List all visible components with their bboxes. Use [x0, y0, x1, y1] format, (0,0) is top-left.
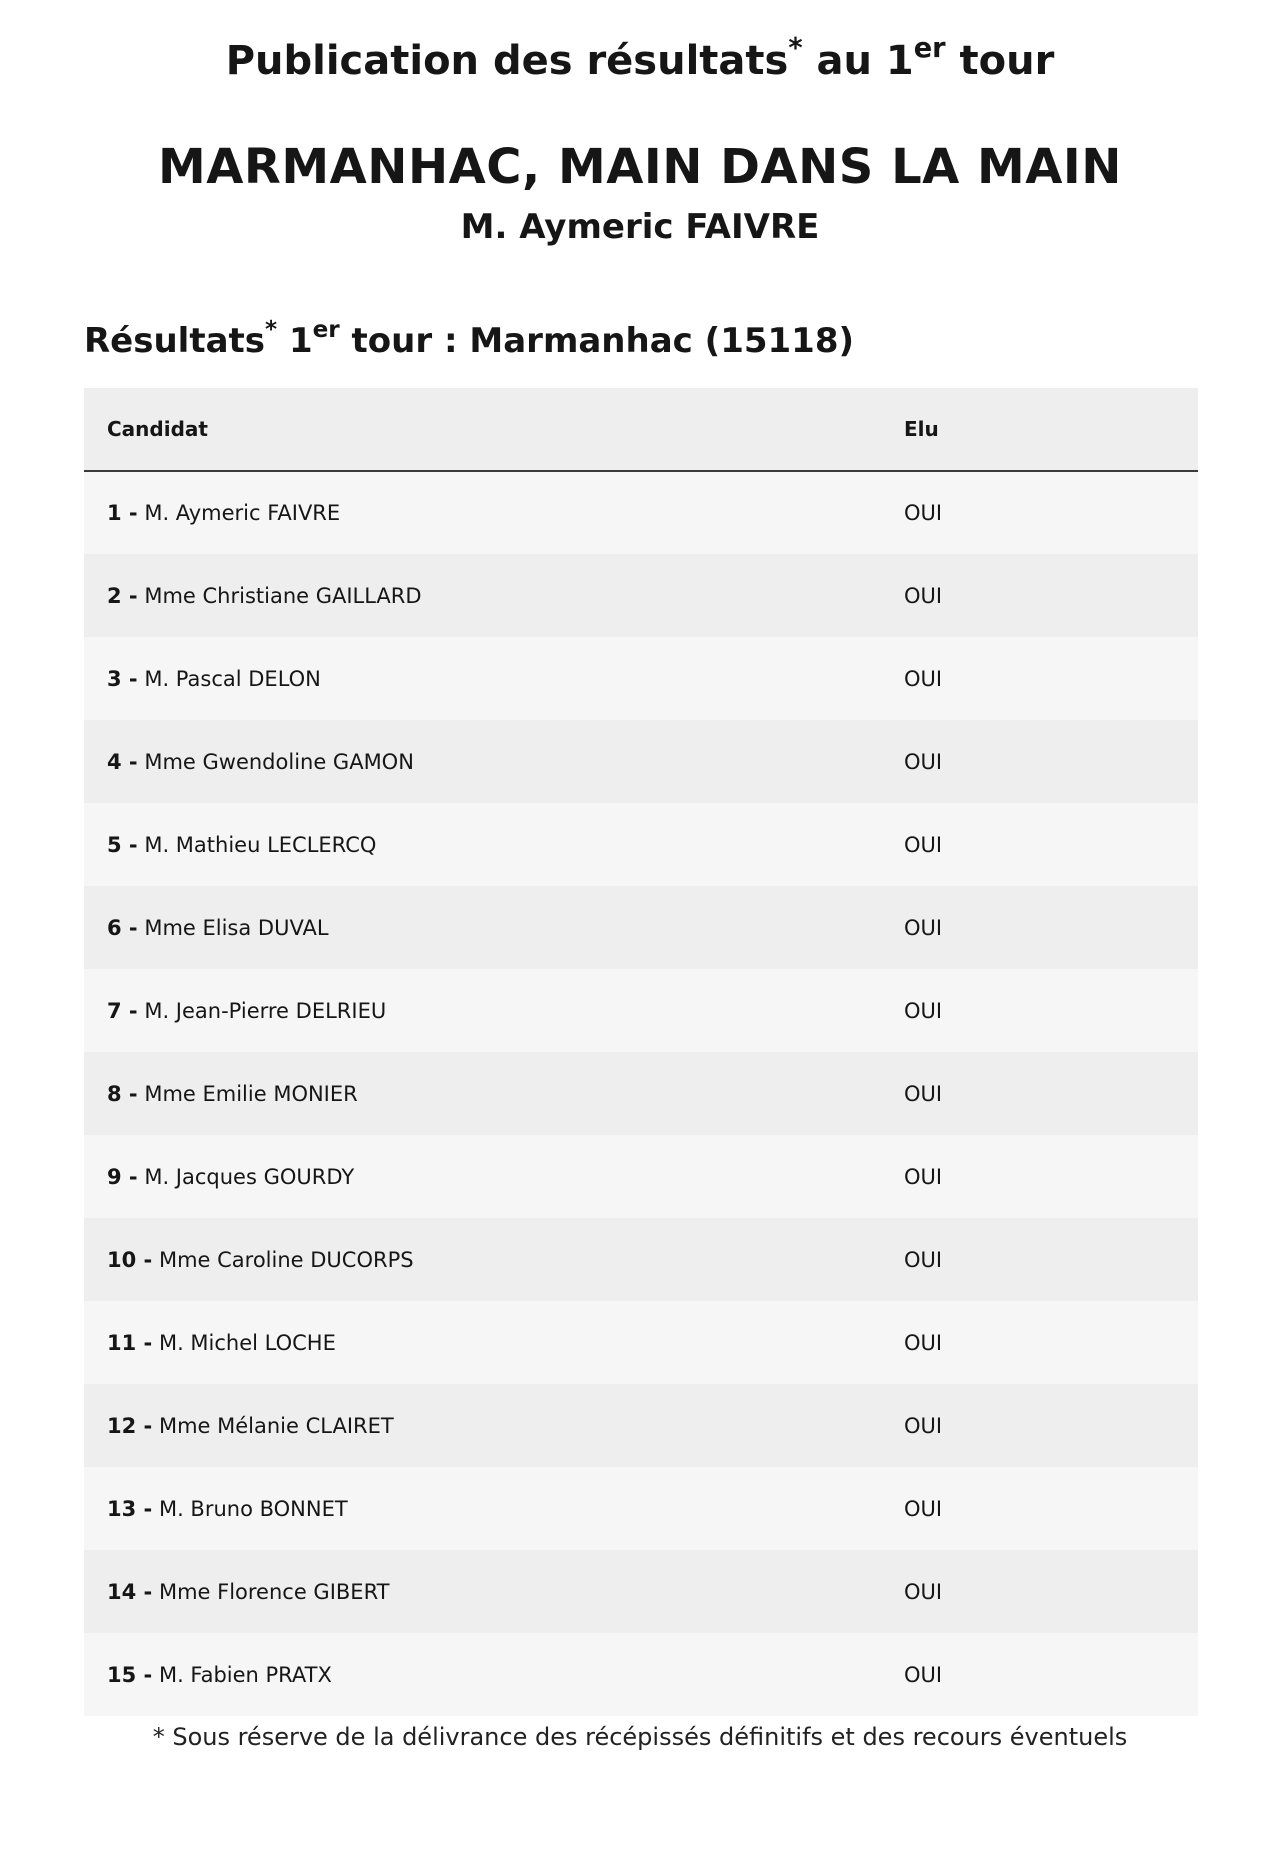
- elected-cell: OUI: [881, 969, 1198, 1052]
- candidate-cell: [84, 1135, 881, 1218]
- table-row: [84, 803, 1198, 886]
- candidate-name: Mme Elisa DUVAL: [144, 915, 329, 940]
- candidate-name: Mme Gwendoline GAMON: [144, 749, 414, 774]
- candidate-cell: [84, 969, 881, 1052]
- results-heading-sup: er: [312, 317, 340, 344]
- elected-cell: OUI: [881, 1384, 1198, 1467]
- publication-title-star: *: [788, 32, 803, 64]
- table-row: [84, 1633, 1198, 1716]
- candidate-number: 7 -: [107, 998, 138, 1023]
- elected-cell: OUI: [881, 1218, 1198, 1301]
- candidate-number: 1 -: [107, 501, 138, 525]
- table-row: [84, 1218, 1198, 1301]
- candidate-name: M. Jacques GOURDY: [144, 1164, 355, 1189]
- elected-cell: OUI: [881, 1550, 1198, 1633]
- table-row: [84, 1135, 1198, 1218]
- list-name: MARMANHAC, MAIN DANS LA MAIN: [158, 139, 1122, 195]
- table-row: [84, 637, 1198, 720]
- candidate-cell: [84, 1218, 881, 1301]
- candidate-name: Mme Emilie MONIER: [144, 1081, 358, 1106]
- table-row: [84, 886, 1198, 969]
- candidate-name: Mme Mélanie CLAIRET: [158, 1413, 394, 1438]
- candidate-cell: [84, 637, 881, 720]
- candidate-cell: [84, 1550, 881, 1633]
- candidate-name: M. Pascal DELON: [144, 666, 321, 691]
- table-row: [84, 720, 1198, 803]
- candidate-cell: [84, 1633, 881, 1716]
- candidate-name: Mme Florence GIBERT: [158, 1579, 390, 1604]
- candidate-name: Mme Christiane GAILLARD: [144, 583, 422, 608]
- candidate-name: M. Jean-Pierre DELRIEU: [144, 998, 387, 1023]
- candidate-number: 3 -: [107, 666, 138, 691]
- table-row: [84, 1052, 1198, 1135]
- table-body: [84, 471, 1198, 1716]
- candidate-number: 12 -: [107, 1413, 153, 1438]
- publication-title: [0, 30, 1280, 92]
- candidate-number: 13 -: [107, 1496, 153, 1521]
- candidate-number: 11 -: [107, 1330, 153, 1355]
- candidate-number: 2 -: [107, 583, 138, 608]
- publication-title-sup: er: [913, 32, 946, 64]
- candidate-cell: [84, 720, 881, 803]
- table-row: [84, 969, 1198, 1052]
- candidate-name: M. Mathieu LECLERCQ: [144, 832, 377, 857]
- candidate-name: M. Aymeric FAIVRE: [144, 501, 341, 525]
- publication-title-middle: au 1: [802, 38, 914, 84]
- results-heading-prefix: Résultats: [84, 321, 266, 361]
- table-row: [84, 471, 1198, 554]
- candidate-cell: [84, 803, 881, 886]
- elected-cell: OUI: [881, 471, 1198, 554]
- header-elected: Elu: [881, 388, 1198, 471]
- table-row: [84, 1384, 1198, 1467]
- elected-cell: OUI: [881, 1135, 1198, 1218]
- publication-title-prefix: Publication des résultats: [225, 38, 789, 84]
- results-table: [84, 388, 1198, 1716]
- candidate-number: 6 -: [107, 915, 138, 940]
- candidate-cell: [84, 886, 881, 969]
- candidate-number: 14 -: [107, 1579, 153, 1604]
- candidate-name: M. Fabien PRATX: [158, 1662, 332, 1687]
- candidate-number: 5 -: [107, 832, 138, 857]
- candidate-number: 9 -: [107, 1164, 138, 1189]
- candidate-cell: [84, 1384, 881, 1467]
- table-row: [84, 554, 1198, 637]
- elected-cell: OUI: [881, 637, 1198, 720]
- elected-cell: OUI: [881, 1052, 1198, 1135]
- elected-cell: OUI: [881, 720, 1198, 803]
- elected-cell: OUI: [881, 554, 1198, 637]
- candidate-number: 10 -: [107, 1247, 153, 1272]
- table-row: [84, 1550, 1198, 1633]
- table-header-row: [84, 388, 1198, 471]
- results-heading-star: *: [265, 317, 278, 344]
- candidate-name: M. Bruno BONNET: [158, 1496, 348, 1521]
- candidate-cell: [84, 554, 881, 637]
- head-candidate: M. Aymeric FAIVRE: [460, 207, 820, 247]
- results-heading-middle: 1: [277, 321, 313, 361]
- table-row: [84, 1301, 1198, 1384]
- candidate-number: 4 -: [107, 749, 138, 774]
- candidate-cell: [84, 471, 881, 554]
- publication-title-suffix: tour: [945, 38, 1055, 84]
- elected-cell: OUI: [881, 803, 1198, 886]
- candidate-name: M. Michel LOCHE: [158, 1330, 336, 1355]
- header-candidate: Candidat: [84, 388, 881, 471]
- results-heading: [84, 313, 854, 369]
- candidate-number: 8 -: [107, 1081, 138, 1106]
- table-row: [84, 1467, 1198, 1550]
- elected-cell: OUI: [881, 886, 1198, 969]
- candidate-name: Mme Caroline DUCORPS: [158, 1247, 414, 1272]
- footnote: * Sous réserve de la délivrance des récépissés définitifs et des recours éventuels: [152, 1723, 1128, 1751]
- elected-cell: OUI: [881, 1633, 1198, 1716]
- results-heading-suffix: tour : Marmanhac (15118): [339, 321, 855, 361]
- candidate-cell: [84, 1052, 881, 1135]
- elected-cell: OUI: [881, 1301, 1198, 1384]
- candidate-cell: [84, 1467, 881, 1550]
- candidate-cell: [84, 1301, 881, 1384]
- elected-cell: OUI: [881, 1467, 1198, 1550]
- candidate-number: 15 -: [107, 1662, 153, 1687]
